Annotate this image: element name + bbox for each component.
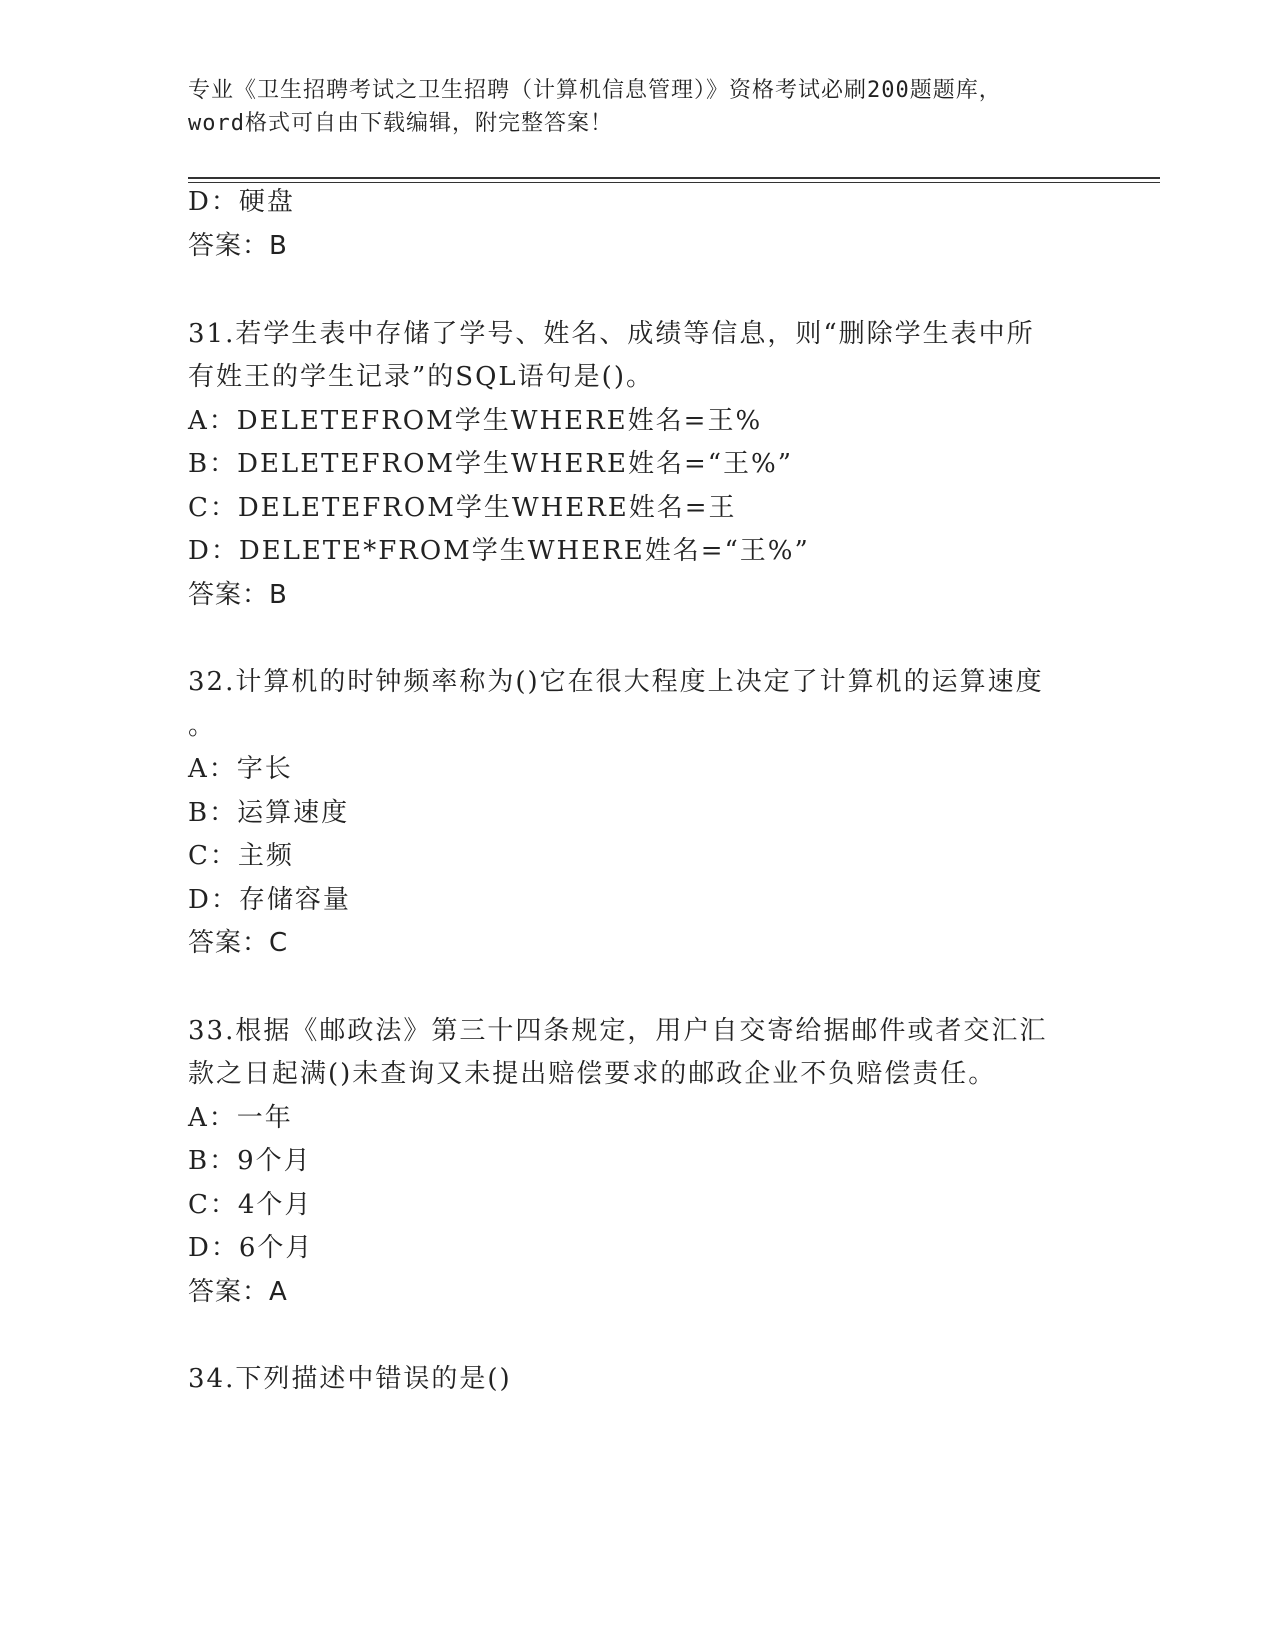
q33-option-c: C：4个月 xyxy=(188,1190,313,1220)
q31-option-d: D：DELETE*FROM学生WHERE姓名=“王%” xyxy=(188,536,810,566)
q31-option-b: B：DELETEFROM学生WHERE姓名=“王%” xyxy=(188,449,794,479)
q32-option-d: D：存储容量 xyxy=(188,885,351,915)
q32-option-c: C：主频 xyxy=(188,841,294,871)
header-divider-thin xyxy=(188,182,1160,183)
q33-option-d: D：6个月 xyxy=(188,1233,314,1263)
header-line-1: 专业《卫生招聘考试之卫生招聘（计算机信息管理）》资格考试必刷200题题库， xyxy=(188,78,1002,103)
q33-option-a: A：一年 xyxy=(188,1103,293,1133)
q33-stem-line-1: 33.根据《邮政法》第三十四条规定，用户自交寄给据邮件或者交汇汇 xyxy=(188,1016,1048,1046)
q31-stem-line-1: 31.若学生表中存储了学号、姓名、成绩等信息，则“删除学生表中所 xyxy=(188,319,1035,349)
q31-answer: 答案：B xyxy=(188,580,288,610)
q31-option-c: C：DELETEFROM学生WHERE姓名=王 xyxy=(188,493,737,523)
prev-option-d: D：硬盘 xyxy=(188,187,295,217)
header-line-2: word格式可自由下载编辑，附完整答案！ xyxy=(188,111,613,136)
q31-stem-line-2: 有姓王的学生记录”的SQL语句是()。 xyxy=(188,362,654,392)
q33-stem-line-2: 款之日起满()未查询又未提出赔偿要求的邮政企业不负赔偿责任。 xyxy=(188,1059,997,1089)
q32-answer: 答案：C xyxy=(188,928,289,958)
document-header xyxy=(188,74,1088,140)
q31-option-a: A：DELETEFROM学生WHERE姓名=王% xyxy=(188,406,763,436)
q33-answer: 答案：A xyxy=(188,1277,288,1307)
q33-option-b: B：9个月 xyxy=(188,1146,312,1176)
q32-option-a: A：字长 xyxy=(188,754,293,784)
q32-stem-line-1: 32.计算机的时钟频率称为()它在很大程度上决定了计算机的运算速度 xyxy=(188,667,1044,697)
q32-stem-line-2: 。 xyxy=(188,711,217,741)
q34-stem-line-1: 34.下列描述中错误的是() xyxy=(188,1364,512,1394)
header-divider-thick xyxy=(188,177,1160,179)
q32-option-b: B：运算速度 xyxy=(188,798,350,828)
prev-answer: 答案：B xyxy=(188,231,288,261)
